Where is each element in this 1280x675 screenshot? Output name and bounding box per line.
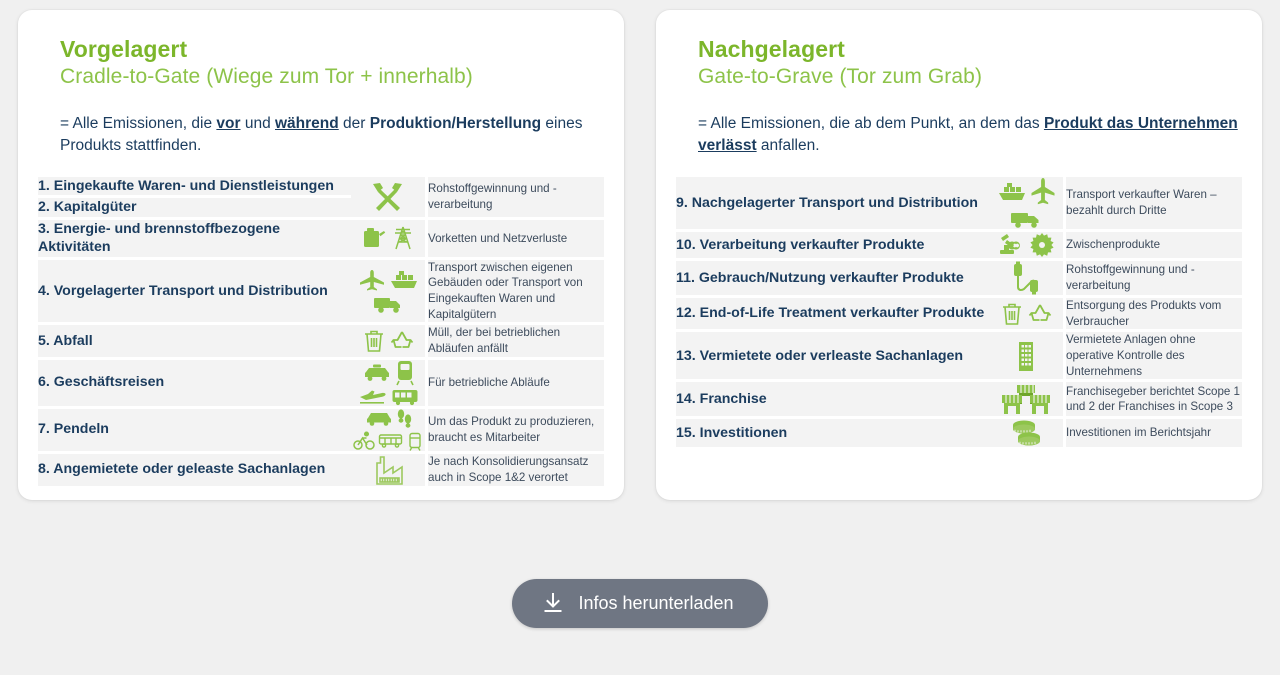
row-icons [351, 358, 427, 407]
row-label: 9. Nachgelagerter Transport und Distribution [676, 177, 989, 231]
downstream-table [676, 177, 1242, 447]
fuel-can-icon [362, 225, 388, 251]
table-row [38, 177, 604, 197]
row-label: 8. Angemietete oder geleaste Sachanlagen [38, 452, 351, 486]
table-row [676, 177, 1242, 231]
row-label: 2. Kapitalgüter [38, 197, 351, 218]
downstream-intro [698, 113, 1242, 157]
row-icons [989, 381, 1065, 418]
row-label: 15. Investitionen [676, 418, 989, 448]
upstream-panel [18, 10, 624, 500]
row-label: 4. Vorgelagerter Transport und Distribution [38, 258, 351, 324]
trash-bin-icon [1000, 301, 1024, 327]
intro-bold-1: Produkt das Unternehmen verlässt [698, 115, 1238, 154]
row-icons [989, 260, 1065, 297]
download-button-label: Infos herunterladen [578, 592, 734, 613]
power-pylon-icon [391, 225, 415, 251]
bus-icon [391, 388, 419, 406]
row-label: 10. Verarbeitung verkaufter Produkte [676, 231, 989, 260]
row-icons [989, 231, 1065, 260]
row-icons [989, 177, 1065, 231]
download-infos-button[interactable] [512, 579, 767, 628]
row-description: Rohstoffgewinnung und -verarbeitung [1065, 260, 1243, 297]
bicycle-icon [353, 431, 375, 451]
crossed-hammers-icon [369, 180, 407, 214]
intro-bold-1: vor [216, 115, 241, 132]
row-label: 12. End-of-Life Treatment verkaufter Produkte [676, 297, 989, 331]
row-label: 11. Gebrauch/Nutzung verkaufter Produkte [676, 260, 989, 297]
row-description: Rohstoffgewinnung und -verarbeitung [427, 177, 605, 218]
table-row [676, 331, 1242, 381]
table-row [38, 407, 604, 452]
recycling-icon [389, 328, 415, 354]
table-row [676, 231, 1242, 260]
cargo-ship-icon [997, 182, 1027, 202]
downstream-subtitle: Gate-to-Grave (Tor zum Grab) [698, 65, 983, 88]
row-description: Transport zwischen eigenen Gebäuden oder Transport von Eingekauften Waren und Kapitalgütern [427, 258, 605, 324]
bus-icon [378, 433, 404, 448]
table-row [676, 297, 1242, 331]
intro-bold-3: Produktion/Herstellung [369, 115, 542, 132]
row-label: 14. Franchise [676, 381, 989, 418]
row-icons [989, 331, 1065, 381]
robot-arm-icon [998, 232, 1026, 258]
row-description: Vorketten und Netzverluste [427, 218, 605, 258]
intro-text-2: anfallen. [756, 137, 820, 154]
recycling-icon [1027, 301, 1053, 327]
row-label: 13. Vermietete oder verleaste Sachanlagen [676, 331, 989, 381]
intro-text-3: der [338, 115, 370, 132]
intro-bold-2: während [275, 115, 339, 132]
row-description: Vermietete Anlagen ohne operative Kontrolle des Unternehmens [1065, 331, 1243, 381]
taxi-icon [362, 364, 392, 382]
table-row [38, 258, 604, 324]
downstream-title: Nachgelagert [698, 36, 845, 62]
coin-stack-icon [1009, 419, 1043, 447]
table-row [676, 381, 1242, 418]
downstream-panel [656, 10, 1262, 500]
row-label: 7. Pendeln [38, 407, 351, 452]
row-description: Investitionen im Berichtsjahr [1065, 418, 1243, 448]
airplane-icon [358, 268, 386, 292]
row-description: Müll, der bei betrieblichen Abläufen anfällt [427, 324, 605, 358]
row-description: Für betriebliche Abläufe [427, 358, 605, 407]
train-icon [395, 360, 415, 386]
car-icon [365, 410, 393, 427]
download-button-container [0, 579, 1280, 628]
row-description: Entsorgung des Produkts vom Verbraucher [1065, 297, 1243, 331]
factory-outline-icon [371, 454, 405, 486]
intro-text-4: eines Produkts stattfinden. [60, 115, 583, 154]
row-icons [351, 258, 427, 324]
intro-text-1: = Alle Emissionen, die [60, 115, 217, 132]
storefronts-icon [1000, 382, 1052, 416]
row-label: 1. Eingekaufte Waren- und Dienstleistungen [38, 177, 351, 197]
row-label: 5. Abfall [38, 324, 351, 358]
table-row [676, 418, 1242, 448]
row-description: Zwischenprodukte [1065, 231, 1243, 260]
row-icons [351, 452, 427, 486]
upstream-intro [60, 113, 604, 157]
row-icons [989, 297, 1065, 331]
row-icons [989, 418, 1065, 448]
row-icons [351, 218, 427, 258]
row-icons [351, 324, 427, 358]
footprints-icon [396, 409, 412, 429]
row-label: 6. Geschäftsreisen [38, 358, 351, 407]
intro-text-1: = Alle Emissionen, die ab dem Punkt, an dem das [698, 115, 1044, 132]
delivery-truck-icon [373, 294, 403, 314]
usb-cable-icon [1009, 261, 1043, 295]
upstream-table [38, 177, 604, 486]
upstream-subtitle: Cradle-to-Gate (Wiege zum Tor + innerhalb) [60, 65, 473, 88]
cargo-ship-icon [389, 270, 419, 290]
row-icons [351, 407, 427, 452]
tram-icon [407, 431, 423, 451]
office-building-icon [1014, 340, 1038, 372]
row-description: Transport verkaufter Waren – bezahlt durch Dritte [1065, 177, 1243, 231]
table-row [38, 452, 604, 486]
row-description: Je nach Konsolidierungsansatz auch in Scope 1&2 verortet [427, 452, 605, 486]
intro-text-2: und [240, 115, 275, 132]
row-label: 3. Energie- und brennstoffbezogene Aktivitäten [38, 218, 351, 258]
trash-bin-icon [362, 328, 386, 354]
delivery-truck-icon [1010, 209, 1042, 229]
airplane-icon [1030, 177, 1056, 207]
table-row [676, 260, 1242, 297]
saw-blade-icon [1029, 232, 1055, 258]
table-row [38, 218, 604, 258]
row-icons [351, 177, 427, 218]
row-description: Um das Produkt zu produzieren, braucht es Mitarbeiter [427, 407, 605, 452]
airplane-icon [358, 389, 388, 405]
download-icon [542, 592, 564, 614]
table-row [38, 324, 604, 358]
row-description: Franchisegeber berichtet Scope 1 und 2 der Franchises in Scope 3 [1065, 381, 1243, 418]
upstream-title: Vorgelagert [60, 36, 188, 62]
table-row [38, 358, 604, 407]
